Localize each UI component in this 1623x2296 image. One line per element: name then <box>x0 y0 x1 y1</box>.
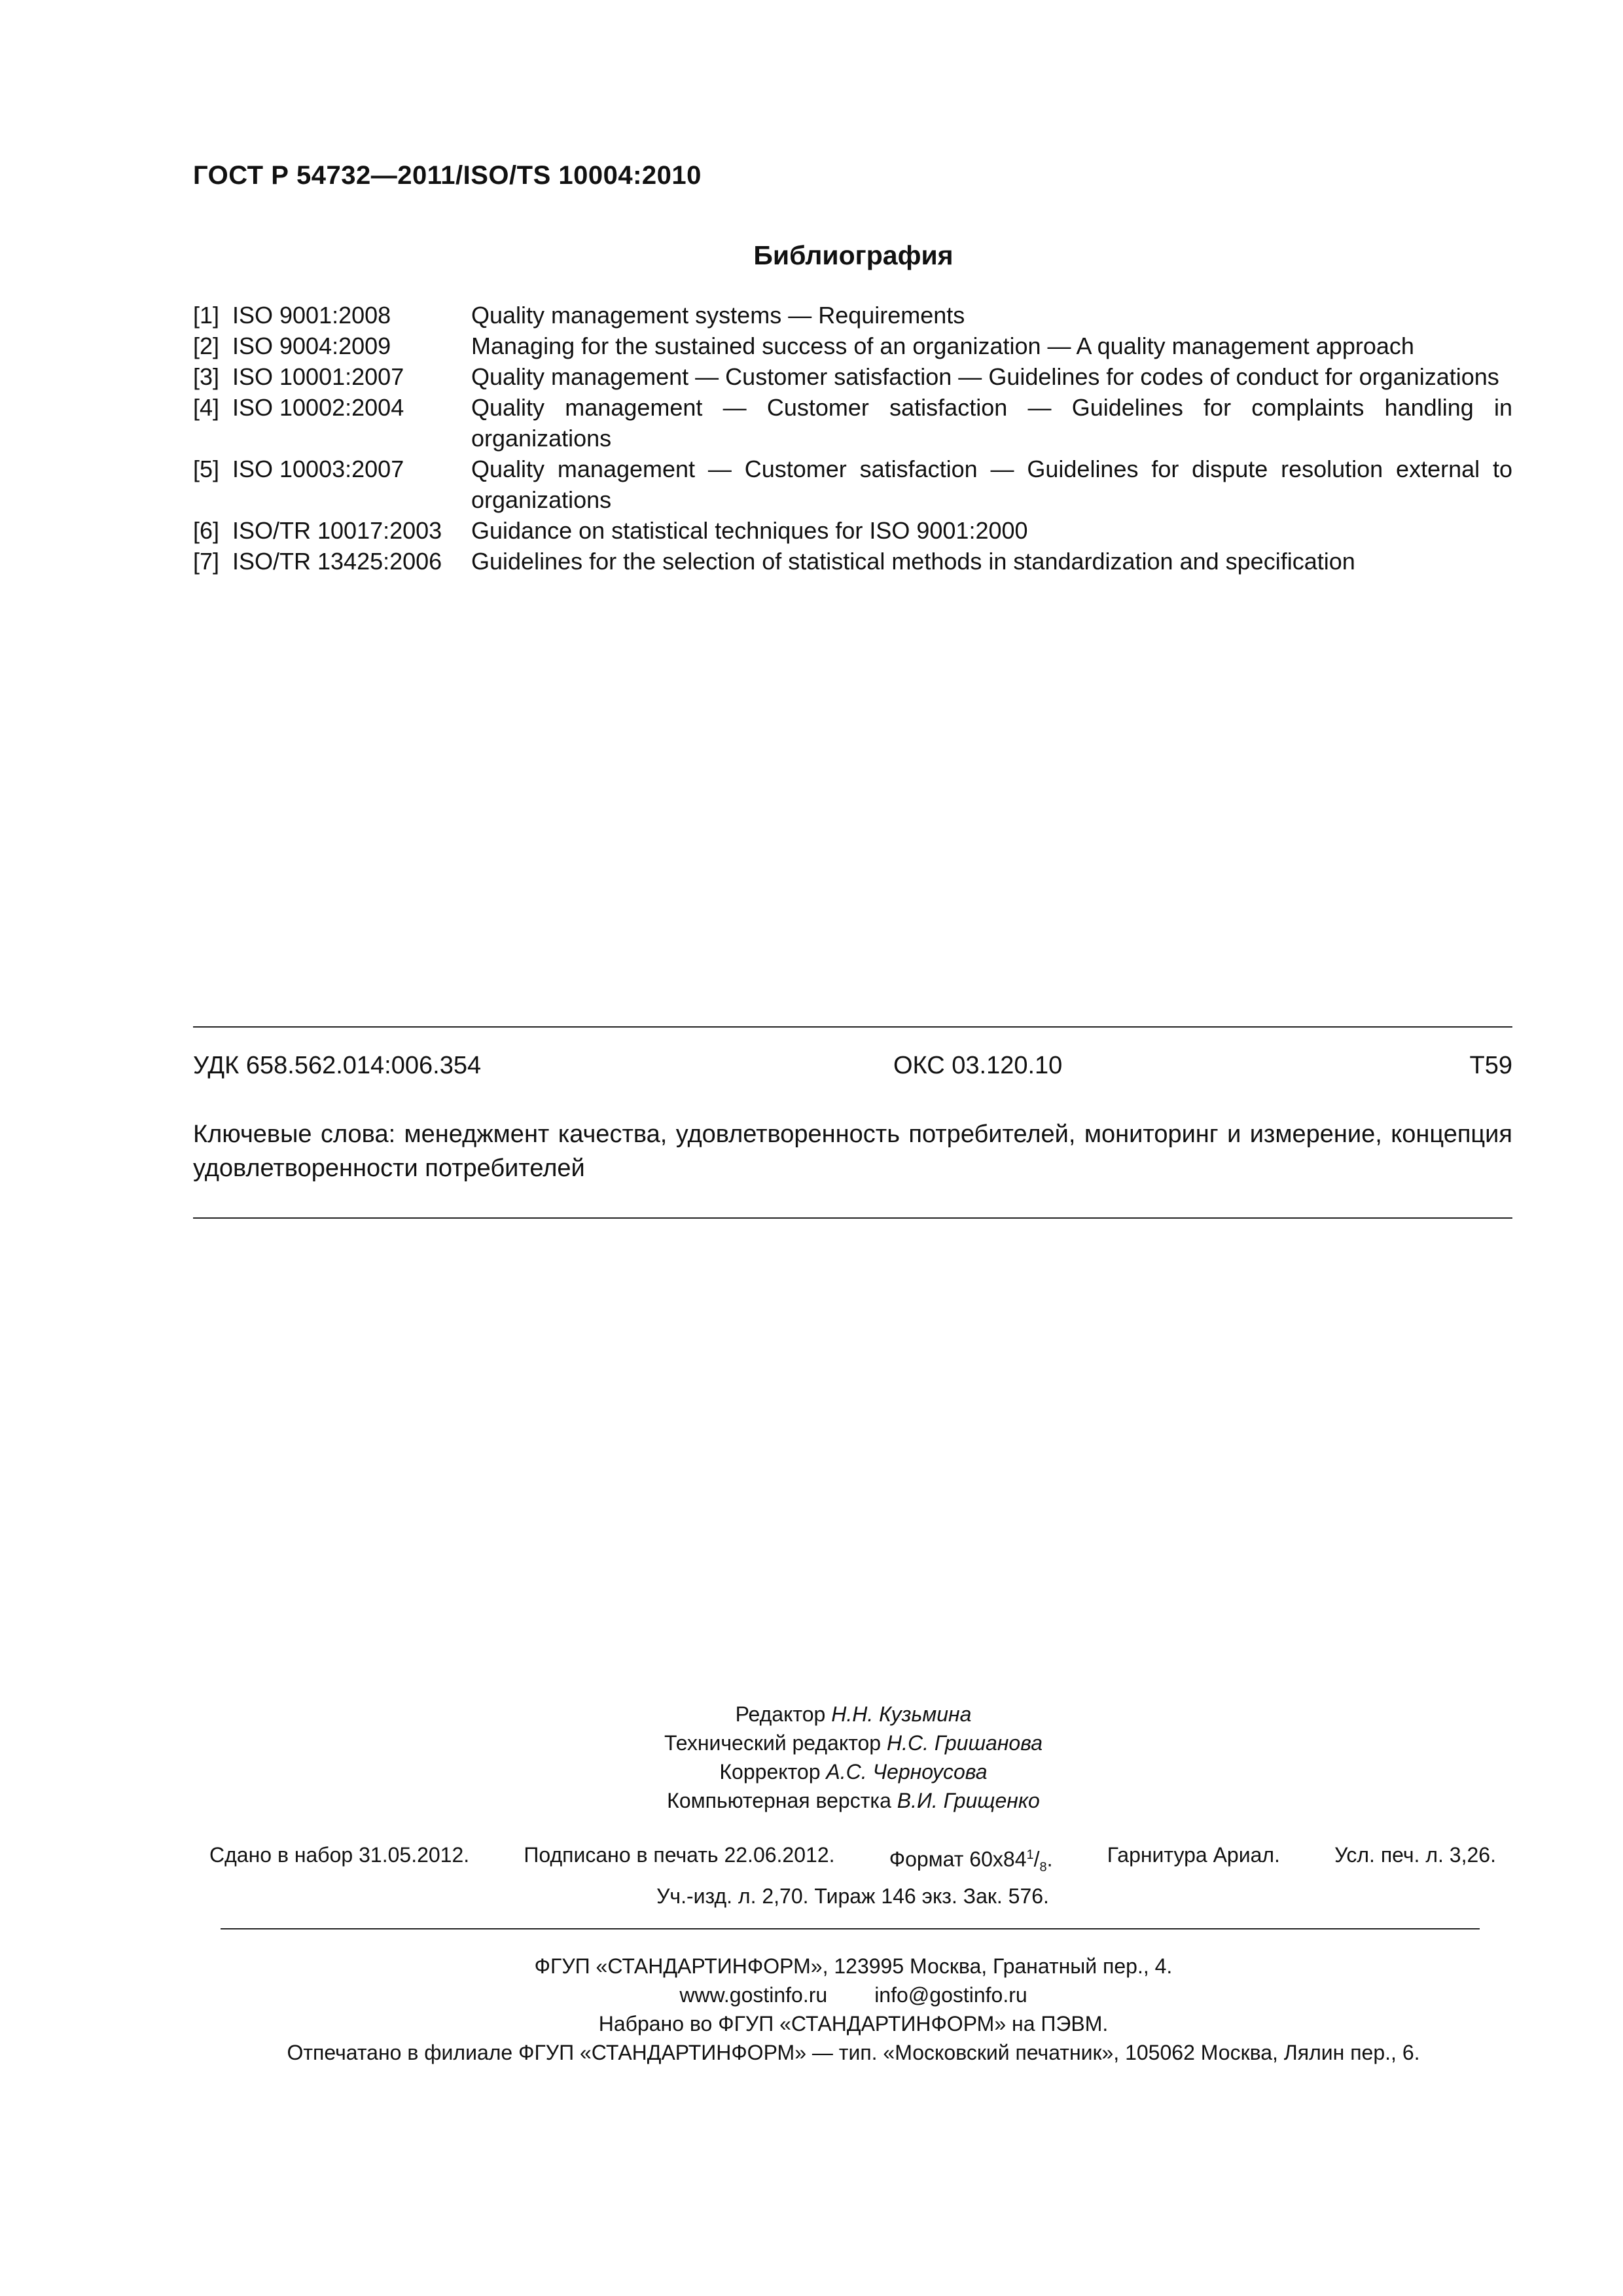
bibliography-item-number: [7] <box>193 548 220 575</box>
bibliography-item-title: Managing for the sustained success of an organization — A quality management approach <box>471 332 1414 359</box>
bibliography-item-number: [2] <box>193 332 220 359</box>
publisher-block <box>0 1952 1623 2067</box>
bibliography-item-title: Quality management — Customer satisfaction — Guidelines for complaints handling in organizations <box>471 394 1512 452</box>
standard-code-header: ГОСТ Р 54732—2011/ISO/TS 10004:2010 <box>193 161 702 190</box>
bibliography-item-code: ISO 10003:2007 <box>232 456 404 482</box>
credit-name: А.С. Черноусова <box>826 1760 988 1784</box>
credit-name: В.И. Грищенко <box>897 1789 1040 1812</box>
bibliography-item <box>193 331 1512 361</box>
bibliography-item-number: [1] <box>193 302 220 329</box>
bibliography-item <box>193 546 1512 577</box>
divider-top <box>193 1026 1512 1028</box>
bibliography-item <box>193 300 1512 331</box>
bibliography-item-title: Quality management — Customer satisfaction — Guidelines for dispute resolution external to organizations <box>471 456 1512 513</box>
bibliography-list <box>193 300 1512 577</box>
print-font: Гарнитура Ариал. <box>1107 1843 1280 1867</box>
credit-layout <box>0 1786 1623 1815</box>
publisher-contacts <box>0 1981 1623 2009</box>
bibliography-item-number: [5] <box>193 456 220 482</box>
group-code: Т59 <box>1469 1052 1512 1079</box>
print-signed: Подписано в печать 22.06.2012. <box>524 1843 835 1867</box>
bibliography-item-code: ISO 10001:2007 <box>232 363 404 390</box>
bibliography-item-title: Quality management systems — Requirements <box>471 302 965 329</box>
bibliography-item-code: ISO 10002:2004 <box>232 394 404 421</box>
credit-name: Н.С. Гришанова <box>886 1731 1043 1755</box>
bibliography-item-title: Guidelines for the selection of statistical methods in standardization and specification <box>471 548 1355 575</box>
print-info-row <box>209 1840 1496 1882</box>
divider-publisher <box>221 1928 1480 1929</box>
udk-code: УДК 658.562.014:006.354 <box>193 1052 482 1079</box>
bibliography-item <box>193 392 1512 454</box>
publisher-address: ФГУП «СТАНДАРТИНФОРМ», 123995 Москва, Гранатный пер., 4. <box>534 1954 1173 1978</box>
publisher-printed: Отпечатано в филиале ФГУП «СТАНДАРТИНФОРМ» — тип. «Московский печатник», 105062 Москва, Лялин пер., 6. <box>287 2041 1420 2064</box>
publisher-typeset: Набрано во ФГУП «СТАНДАРТИНФОРМ» на ПЭВМ. <box>598 2012 1109 2036</box>
keywords: Ключевые слова: менеджмент качества, удовлетворенность потребителей, мониторинг и измерение, концепция удовлетворенности потребителей <box>193 1121 1512 1182</box>
bibliography-item <box>193 454 1512 515</box>
bibliography-item-number: [4] <box>193 394 220 421</box>
credits-block <box>0 1700 1623 1815</box>
credit-tech-editor <box>0 1729 1623 1757</box>
credit-label: Технический редактор <box>664 1731 882 1755</box>
bibliography-item-title: Guidance on statistical techniques for ISO 9001:2000 <box>471 517 1028 544</box>
divider-bottom <box>193 1217 1512 1219</box>
bibliography-item-code: ISO 9004:2009 <box>232 332 391 359</box>
bibliography-item-code: ISO/TR 10017:2003 <box>232 517 442 544</box>
oks-code: ОКС 03.120.10 <box>893 1052 1063 1079</box>
bibliography-item-code: ISO/TR 13425:2006 <box>232 548 442 575</box>
bibliography-item <box>193 361 1512 392</box>
publisher-email[interactable]: info@gostinfo.ru <box>874 1983 1027 2007</box>
credit-editor <box>0 1700 1623 1729</box>
publisher-website[interactable]: www.gostinfo.ru <box>679 1983 828 2007</box>
credit-corrector <box>0 1757 1623 1786</box>
credit-label: Редактор <box>735 1702 826 1726</box>
credit-name: Н.Н. Кузьмина <box>831 1702 972 1726</box>
bibliography-item-number: [6] <box>193 517 220 544</box>
bibliography-item <box>193 515 1512 546</box>
bibliography-item-code: ISO 9001:2008 <box>232 302 391 329</box>
classification-row <box>193 1052 1512 1085</box>
print-info-line2: Уч.-изд. л. 2,70. Тираж 146 экз. Зак. 576. <box>656 1884 1049 1909</box>
bibliography-item-title: Quality management — Customer satisfaction — Guidelines for codes of conduct for organizations <box>471 363 1499 390</box>
credit-label: Корректор <box>719 1760 821 1784</box>
print-sheets: Усл. печ. л. 3,26. <box>1334 1843 1496 1867</box>
bibliography-title: Библиография <box>753 240 954 270</box>
credit-label: Компьютерная верстка <box>667 1789 891 1812</box>
print-sent: Сдано в набор 31.05.2012. <box>209 1843 470 1867</box>
print-format: Формат $60x84^1/_8$. <box>889 1847 1053 1875</box>
bibliography-item-number: [3] <box>193 363 220 390</box>
print-info <box>209 1840 1496 1910</box>
